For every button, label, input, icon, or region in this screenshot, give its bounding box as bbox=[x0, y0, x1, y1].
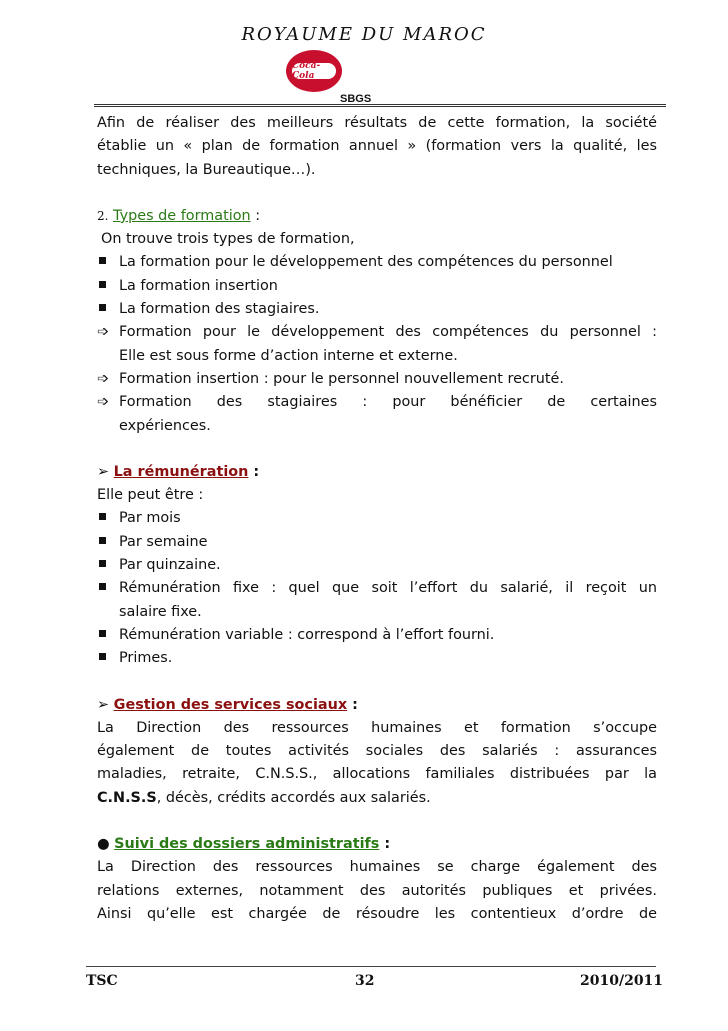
company-name: SBGS bbox=[340, 93, 372, 105]
round-bullet-icon: ● bbox=[97, 836, 110, 853]
sociaux-line: maladies, retraite, C.N.S.S., allocations familiales distribuées par la bbox=[97, 766, 657, 783]
sociaux-line: également de toutes activités sociales des salariés : assurances bbox=[97, 743, 657, 760]
list-item: La formation pour le développement des compétences du personnel bbox=[97, 251, 657, 274]
section-remuneration-heading: ➢ La rémunération : bbox=[97, 463, 260, 480]
list-item: Rémunération fixe : quel que soit l’effort du salarié, il reçoit un bbox=[97, 577, 657, 600]
section-title: Gestion des services sociaux bbox=[113, 696, 348, 713]
arrow-icon: ➩ bbox=[97, 370, 110, 387]
arrow-item: ➩ Formation pour le développement des compétences du personnel : bbox=[97, 321, 657, 344]
arrow-item: ➩ Formation des stagiaires : pour bénéficier de certaines bbox=[97, 391, 657, 414]
square-bullet-icon bbox=[97, 647, 119, 670]
arrow-item: ➩ Formation insertion : pour le personnel nouvellement recruté. bbox=[97, 368, 657, 391]
remuneration-lead: Elle peut être : bbox=[97, 487, 204, 504]
footer-year: 2010/2011 bbox=[580, 973, 664, 989]
section-types-heading: 2. Types de formation : bbox=[97, 207, 261, 224]
list-item: Par semaine bbox=[97, 531, 657, 554]
list-item: Par quinzaine. bbox=[97, 554, 657, 577]
page-number: 32 bbox=[355, 973, 375, 989]
sociaux-line: C.N.S.S, décès, crédits accordés aux salariés. bbox=[97, 789, 431, 806]
square-bullet-icon bbox=[97, 298, 119, 321]
intro-line: techniques, la Bureautique…). bbox=[97, 161, 316, 178]
logo-text: Coca-Cola bbox=[292, 63, 336, 79]
footer-divider bbox=[86, 966, 656, 967]
arrow-icon: ➩ bbox=[97, 324, 110, 341]
list-item: Rémunération variable : correspond à l’effort fourni. bbox=[97, 624, 657, 647]
square-bullet-icon bbox=[97, 507, 119, 530]
arrow-icon: ➩ bbox=[97, 394, 110, 411]
arrow-item-cont: Elle est sous forme d’action interne et externe. bbox=[119, 347, 458, 364]
section-number: 2. bbox=[97, 208, 109, 223]
section-sociaux-heading: ➢ Gestion des services sociaux : bbox=[97, 696, 358, 713]
header-divider bbox=[94, 104, 666, 107]
square-bullet-icon bbox=[97, 251, 119, 274]
list-item-cont: salaire fixe. bbox=[119, 603, 202, 620]
section-dossiers-heading: ● Suivi des dossiers administratifs : bbox=[97, 836, 391, 853]
intro-line: établie un « plan de formation annuel » (formation vers la qualité, les bbox=[97, 138, 657, 155]
square-bullet-icon bbox=[97, 531, 119, 554]
arrow-item-cont: expériences. bbox=[119, 417, 211, 434]
header-title: ROYAUME DU MAROC bbox=[241, 24, 487, 45]
dossiers-line: Ainsi qu’elle est chargée de résoudre les contentieux d’ordre de bbox=[97, 905, 657, 922]
square-bullet-icon bbox=[97, 554, 119, 577]
square-bullet-icon bbox=[97, 624, 119, 647]
arrow-head-icon: ➢ bbox=[97, 696, 110, 713]
square-bullet-icon bbox=[97, 275, 119, 298]
types-lead: On trouve trois types de formation, bbox=[101, 231, 355, 248]
list-item: La formation des stagiaires. bbox=[97, 298, 657, 321]
section-title: Types de formation bbox=[113, 207, 251, 224]
square-bullet-icon bbox=[97, 577, 119, 600]
document-body bbox=[97, 112, 657, 926]
section-title: La rémunération bbox=[113, 463, 249, 480]
footer-left: TSC bbox=[86, 973, 118, 989]
list-item: Par mois bbox=[97, 507, 657, 530]
arrow-head-icon: ➢ bbox=[97, 463, 110, 480]
dossiers-line: relations externes, notamment des autorités publiques et privées. bbox=[97, 882, 657, 899]
section-title: Suivi des dossiers administratifs bbox=[114, 836, 380, 853]
company-logo bbox=[286, 50, 342, 92]
dossiers-line: La Direction des ressources humaines se charge également des bbox=[97, 859, 657, 876]
list-item: Primes. bbox=[97, 647, 657, 670]
list-item: La formation insertion bbox=[97, 275, 657, 298]
intro-line: Afin de réaliser des meilleurs résultats de cette formation, la société bbox=[97, 115, 657, 131]
sociaux-line: La Direction des ressources humaines et formation s’occupe bbox=[97, 719, 657, 736]
